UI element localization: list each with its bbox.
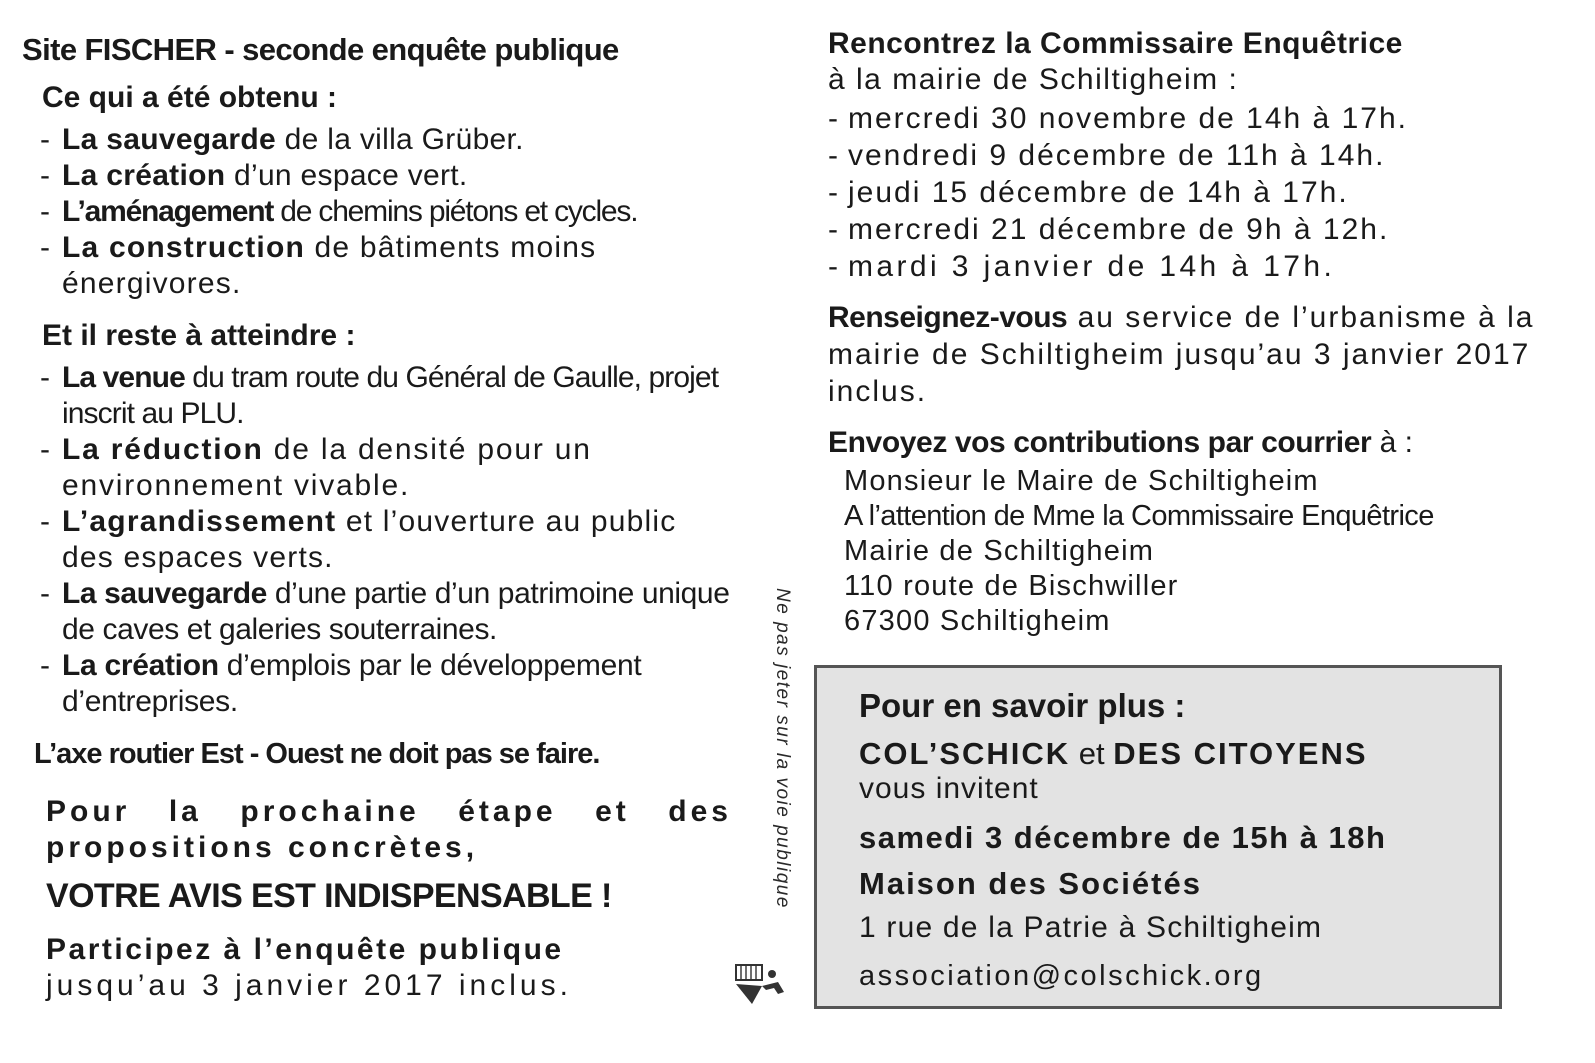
list-item: - La création d’un espace vert. <box>40 158 732 194</box>
date-item: - vendredi 9 décembre de 11h à 14h. <box>828 137 1548 174</box>
postal-address <box>844 464 1548 639</box>
list-item: - L’agrandissement et l’ouverture au public des espaces verts. <box>40 504 732 576</box>
mairie-subheading: à la mairie de Schiltigheim : <box>828 63 1239 96</box>
box-heading: Pour en savoir plus : <box>859 687 1186 724</box>
tidyman-bin-icon <box>732 962 788 1008</box>
axe-statement: L’axe routier Est - Ouest ne doit pas se faire. <box>34 738 600 770</box>
avis-callout: VOTRE AVIS EST INDISPENSABLE ! <box>46 877 612 915</box>
envoyez-paragraph: Envoyez vos contributions par courrier à : <box>828 426 1413 459</box>
obtained-heading: Ce qui a été obtenu : <box>42 81 338 114</box>
dates-list <box>828 100 1548 285</box>
address-line: 67300 Schiltigheim <box>844 605 1111 637</box>
list-item: - L’aménagement de chemins piétons et cycles. <box>40 194 732 230</box>
address-line: Mairie de Schiltigheim <box>844 535 1155 567</box>
list-item: - La réduction de la densité pour un environnement vivable. <box>40 432 732 504</box>
info-box <box>814 665 1502 1009</box>
obtained-list <box>40 122 732 302</box>
date-item: - mercredi 21 décembre de 9h à 12h. <box>828 211 1548 248</box>
event-street: 1 rue de la Patrie à Schiltigheim <box>859 911 1323 944</box>
list-item: - La sauvegarde d’une partie d’un patrimoine unique de caves et galeries souterraines. <box>40 576 732 648</box>
remaining-list <box>40 360 732 720</box>
date-item: - mardi 3 janvier de 14h à 17h. <box>828 248 1548 285</box>
list-item: - La sauvegarde de la villa Grüber. <box>40 122 732 158</box>
date-item: - jeudi 15 décembre de 14h à 17h. <box>828 174 1548 211</box>
date-item: - mercredi 30 novembre de 14h à 17h. <box>828 100 1548 137</box>
next-step-text: Pour la prochaine étape et des propositions concrètes, <box>46 795 732 864</box>
address-line: Monsieur le Maire de Schiltigheim <box>844 465 1319 497</box>
participez-text: Participez à l’enquête publique <box>46 933 564 966</box>
event-date: samedi 3 décembre de 15h à 18h <box>859 820 1387 855</box>
flyer-title: Site FISCHER - seconde enquête publique <box>22 32 619 67</box>
address-line: 110 route de Bischwiller <box>844 570 1179 602</box>
list-item: - La venue du tram route du Général de Gaulle, projet inscrit au PLU. <box>40 360 732 432</box>
list-item: - La création d’emplois par le développement d’entreprises. <box>40 648 732 720</box>
organizers: COL’SCHICK et DES CITOYENS <box>859 736 1368 771</box>
rencontrez-heading: Rencontrez la Commissaire Enquêtrice <box>828 27 1403 60</box>
renseignez-paragraph: Renseignez-vous au service de l’urbanisme à la mairie de Schiltigheim jusqu’au 3 janvier 2017 inclus. <box>828 301 1535 408</box>
vertical-note: Ne pas jeter sur la voie publique <box>772 588 793 909</box>
remaining-heading: Et il reste à atteindre : <box>42 319 356 352</box>
right-column <box>828 26 1548 639</box>
address-line: A l’attention de Mme la Commissaire Enquêtrice <box>844 500 1434 532</box>
event-place: Maison des Sociétés <box>859 866 1202 901</box>
invite-text: vous invitent <box>859 772 1039 805</box>
deadline-text: jusqu’au 3 janvier 2017 inclus. <box>46 969 572 1002</box>
left-column <box>22 30 732 1004</box>
contact-email: association@colschick.org <box>859 960 1264 992</box>
list-item: - La construction de bâtiments moins énergivores. <box>40 230 732 302</box>
